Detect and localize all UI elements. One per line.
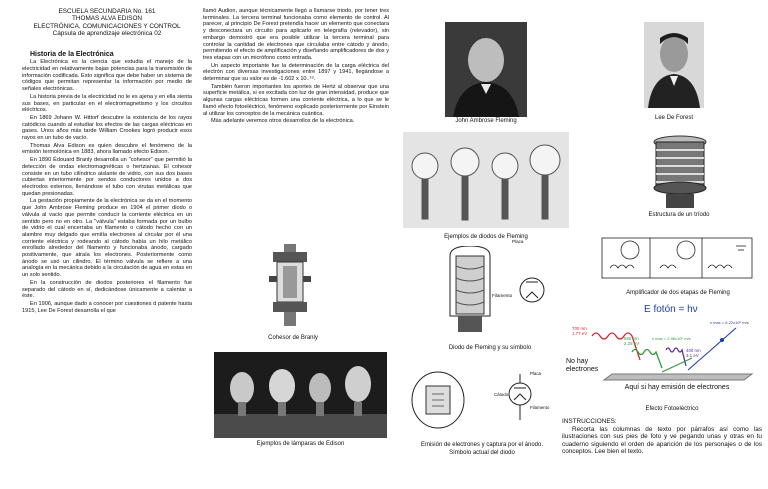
- green-wavelength: 550 nm: [624, 336, 639, 341]
- paragraph: Thomas Alva Edison es quien descubre el fenómeno de la emisión termoiónica en 1883, ahora llamado efecto Edison.: [22, 142, 192, 156]
- caption-photoelectric: Efecto Fotoeléctrico: [645, 406, 699, 412]
- caption-branly: Cohesor de Branly: [268, 335, 318, 341]
- caption-emission-line2: Símbolo actual del diodo: [449, 450, 515, 456]
- electron-emission-diagram: [410, 370, 550, 432]
- instructions-block: [562, 418, 762, 456]
- caption-deforest: Lee De Forest: [654, 115, 694, 121]
- fleming-diodes-photo: [403, 132, 569, 228]
- fleming-diode-structure: [438, 246, 548, 336]
- paragraph: La gestación propiamente de la electrónica se da en el momento que John Ambrose Fleming produce en 1904 el primer diodo o válvula al vacío que permite conducir la corriente eléctrica en un sentido pero no en otro. La "válvula" estaba formada por un bulbo de vidrio el cual encerraba un filamento o cátodo hecho con un alambre muy delgado que emitía electrones al circular por él una corriente eléctrica y rodeando al cátodo había un hilo metálico enrollado alrededor del filamento y funcionaba ánodo, cargado positivamente, que atraía los electrones. Posteriormente como ánodo se usó un cilindro. El término válvula se refiere a una analogía en la mecánica debido a la circulación de agua en estas en un solo sentido.: [22, 198, 192, 279]
- purple-vmax-label: v max = 6.22x10⁵ m/s: [710, 320, 749, 325]
- red-energy: 1.77 eV: [572, 331, 588, 336]
- caption-emission-line1: Emisión de electrones y captura por el ánodo.: [420, 442, 544, 448]
- caption-amplifier: Amplificador de dos etapas de Fleming: [626, 290, 730, 296]
- deforest-portrait-photo: [644, 22, 704, 108]
- green-energy: 2.25 eV: [624, 341, 640, 346]
- yes-electrons-label: Aquí si hay emisión de electrones: [624, 384, 730, 391]
- purple-wavelength: 400 nm: [686, 348, 701, 353]
- instructions-title: INSTRUCCIONES:: [562, 418, 617, 425]
- photoelectric-effect-diagram: [562, 300, 762, 418]
- school-subtitle: THOMAS ALVA EDISON: [71, 15, 143, 23]
- school-name: ESCUELA SECUNDARIA No. 161: [58, 8, 156, 15]
- fleming-portrait-photo: [445, 22, 527, 117]
- green-vmax-label: v max = 2.96x10⁵ m/s: [652, 336, 691, 341]
- paragraph: En la construcción de diodos posteriores el filamento fue separado del cátodo en sí, dedicándose únicamente a calentar a éste.: [22, 279, 192, 300]
- instructions-text: Recorta las columnas de texto por párrafos así como las ilustraciones con sus pies de foto y ve pegando unas y otras en tu cuaderno siguiendo el orden de aparición de los personajes o de los conceptos. Lee bien el texto.: [562, 425, 762, 456]
- paragraph: En 1869 Johann W. Hittorf descubre la existencia de los rayos catódicos cuando al estudiar los efectos de las cargas eléctricas en gases. Unos años más tarde William Crookes logró producir esos rayos en un tubo de vacío.: [22, 114, 192, 142]
- caption-fleming-symbol: Diodo de Fleming y su símbolo: [448, 345, 532, 351]
- paragraph: En 1890 Édouard Branly desarrolla un "cohesor" que permitió la detección de ondas electromagnéticas o hertzianas. El cohesor consiste en un tubo cilíndrico aislante de vidrio, con sus dos bases cubiertas interiormente por sendos conductores unidos a dos electrodos externos, llenándose el tubo con virutas metálicas que quedan presionadas.: [22, 157, 192, 197]
- paragraph: La historia previa de la electricidad no le es ajena y en ella sienta sus bases, en particular en el electromagnetismo y los circuitos eléctricos.: [22, 93, 192, 114]
- document-header: [22, 8, 192, 38]
- branly-cohesor-illustration: [255, 240, 325, 330]
- text-column-2: [203, 8, 389, 126]
- red-wavelength: 700 nm: [572, 326, 587, 331]
- label-placa-2: Placa: [530, 371, 541, 376]
- label-catodo: Cátodo: [494, 392, 509, 397]
- label-filamento: Filamento: [492, 293, 513, 298]
- purple-photon-label: [686, 348, 701, 358]
- paragraph: Un aspecto importante fue la determinación de la carga eléctrica del electrón con diversas investigaciones entre 1897 y 1941, llegándose a determinar que su valor es de -1.602 x 10₋¹⁹.: [203, 62, 389, 83]
- green-photon-label: [624, 336, 639, 346]
- caption-fleming: John Ambrose Fleming: [455, 118, 517, 124]
- paragraph: Más adelante veremos otros desarrollos de la electrónica.: [211, 118, 355, 125]
- purple-energy: 3.1 eV: [686, 353, 699, 358]
- section-title: Historia de la Electrónica: [30, 50, 114, 58]
- triode-structure-illustration: [644, 128, 716, 210]
- text-column-1: [22, 8, 192, 315]
- paragraph: La Electrónica es la ciencia que estudia el manejo de la electricidad en relativamente bajas potencias para la transmisión de información codificada. Esto significa que debe haber un sistema de códigos que permitan representar la información por medio de señales electrónicas.: [22, 59, 192, 93]
- paragraph: También fueron importantes los aportes de Hertz al observar que una superficie metálica, si es excitada con luz de gran intensidad, produce que algunas cargas eléctricas formen una corriente eléctrica, a lo que se le llamó efecto fotoeléctrico, fenómeno explicado posteriormente por Einstein al utilizar los conceptos de la mecánica cuántica.: [203, 83, 389, 117]
- paragraph: llamó Audion, aunque técnicamente llegó a llamarse triodo, por tener tres terminales. La tercera terminal funcionaba como elemento de control. Al parecer, al principio De Forest pretendía hacer un elemento que conectara y desconectara un circuito para aplicarlo en telegrafía (relevador), sin embargo demostró que era posible utilizar la tercera terminal para controlar la cantidad de electrones que circulaba entre cátodo y ánodo, permitiendo el efecto de amplificación y diseñando amplificadores de dos y tres etapas con un micrófono como entrada.: [203, 8, 389, 61]
- edison-lamps-photo: [214, 352, 387, 438]
- caption-edison-lamps: Ejemplos de lámparas de Edison: [256, 441, 345, 447]
- capsule-title: Cápsula de aprendizaje electrónica 02: [52, 30, 162, 38]
- label-placa: Placa: [512, 239, 524, 244]
- red-photon-label: [572, 326, 587, 336]
- paragraph: En 1906, aunque dado a conocer por cuestiones d patente hasta 1915, Lee De Forest desarrolla el que: [22, 300, 192, 314]
- caption-triode: Estructura de un tríodo: [648, 212, 710, 218]
- photon-energy-formula: E fotón = hν: [644, 304, 698, 315]
- no-electrons-label: No hay electrones: [566, 358, 599, 373]
- amplifier-circuit-diagram: [596, 228, 760, 286]
- caption-fleming-diodes: Ejemplos de diodos de Fleming: [444, 234, 528, 240]
- subject-name: ELECTRÓNICA, COMUNICACIONES Y CONTROL: [33, 22, 181, 30]
- label-filamento-2: Filamento: [530, 405, 550, 410]
